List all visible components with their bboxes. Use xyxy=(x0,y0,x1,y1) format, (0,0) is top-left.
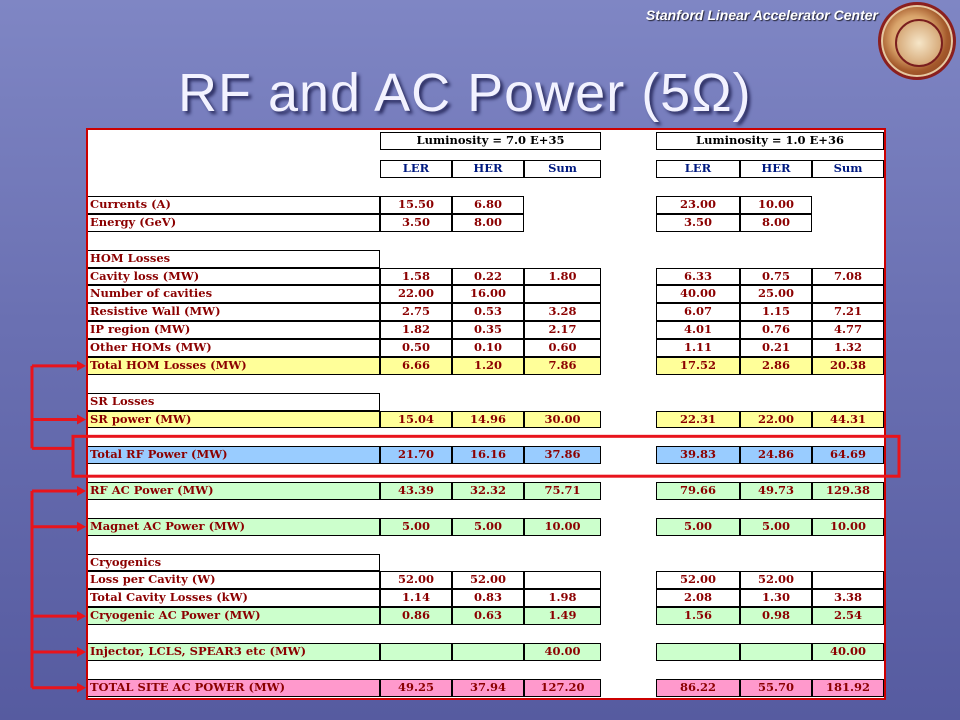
arrow-lower-3 xyxy=(77,647,86,657)
table-cell: 64.69 xyxy=(812,446,884,464)
table-row-label: Cryogenics xyxy=(86,554,380,572)
table-cell: 5.00 xyxy=(740,518,812,536)
table-cell: 2.54 xyxy=(812,607,884,625)
table-cell: 0.98 xyxy=(740,607,812,625)
column-header-her: HER xyxy=(740,160,812,178)
table-cell: 7.21 xyxy=(812,303,884,321)
table-row-label: Number of cavities xyxy=(86,285,380,303)
table-cell: 5.00 xyxy=(452,518,524,536)
table-cell: 7.08 xyxy=(812,268,884,286)
table-cell: 52.00 xyxy=(452,571,524,589)
table-cell: 0.76 xyxy=(740,321,812,339)
table-cell: 22.00 xyxy=(740,411,812,429)
table-cell: 0.22 xyxy=(452,268,524,286)
table-cell: 55.70 xyxy=(740,679,812,697)
table-cell: 6.07 xyxy=(656,303,740,321)
table-row-label: SR power (MW) xyxy=(86,411,380,429)
column-header-her: HER xyxy=(452,160,524,178)
table-cell: 1.98 xyxy=(524,589,601,607)
table-cell: 6.80 xyxy=(452,196,524,214)
table-cell: 15.04 xyxy=(380,411,452,429)
lab-name: Stanford Linear Accelerator Center xyxy=(645,7,878,23)
table-cell: 1.11 xyxy=(656,339,740,357)
table-cell: 0.75 xyxy=(740,268,812,286)
table-cell: 16.16 xyxy=(452,446,524,464)
table-cell: 79.66 xyxy=(656,482,740,500)
table-row-label: HOM Losses xyxy=(86,250,380,268)
table-row-label: Magnet AC Power (MW) xyxy=(86,518,380,536)
table-cell: 52.00 xyxy=(740,571,812,589)
table-row-label: Other HOMs (MW) xyxy=(86,339,380,357)
table-cell: 1.82 xyxy=(380,321,452,339)
table-cell: 15.50 xyxy=(380,196,452,214)
table-cell: 17.52 xyxy=(656,357,740,375)
table-cell: 0.35 xyxy=(452,321,524,339)
table-cell: 30.00 xyxy=(524,411,601,429)
table-cell: 10.00 xyxy=(524,518,601,536)
table-cell: 1.56 xyxy=(656,607,740,625)
table-row-label: Currents (A) xyxy=(86,196,380,214)
table-cell: 0.63 xyxy=(452,607,524,625)
table-cell: 4.01 xyxy=(656,321,740,339)
table-cell: 5.00 xyxy=(380,518,452,536)
arrow-hom xyxy=(77,361,86,371)
column-header-ler: LER xyxy=(380,160,452,178)
column-header-ler: LER xyxy=(656,160,740,178)
table-cell: 3.38 xyxy=(812,589,884,607)
table-cell: 0.60 xyxy=(524,339,601,357)
table-cell: 6.33 xyxy=(656,268,740,286)
table-cell: 0.50 xyxy=(380,339,452,357)
table-row-label: Loss per Cavity (W) xyxy=(86,571,380,589)
table-cell: 8.00 xyxy=(452,214,524,232)
table-cell: 20.38 xyxy=(812,357,884,375)
arrow-lower-0 xyxy=(77,486,86,496)
table-cell: 6.66 xyxy=(380,357,452,375)
table-cell: 2.08 xyxy=(656,589,740,607)
table-cell: 49.25 xyxy=(380,679,452,697)
table-cell: 1.80 xyxy=(524,268,601,286)
table-row-label: Total HOM Losses (MW) xyxy=(86,357,380,375)
table-cell: 10.00 xyxy=(740,196,812,214)
table-cell: 44.31 xyxy=(812,411,884,429)
table-cell: 129.38 xyxy=(812,482,884,500)
table-cell: 0.83 xyxy=(452,589,524,607)
table-row-label: IP region (MW) xyxy=(86,321,380,339)
table-cell: 0.86 xyxy=(380,607,452,625)
table-cell: 32.32 xyxy=(452,482,524,500)
table-cell: 37.94 xyxy=(452,679,524,697)
arrow-sr xyxy=(77,415,86,425)
table-cell: 1.14 xyxy=(380,589,452,607)
table-cell: 0.10 xyxy=(452,339,524,357)
table-cell: 22.31 xyxy=(656,411,740,429)
table-cell: 49.73 xyxy=(740,482,812,500)
table-cell: 86.22 xyxy=(656,679,740,697)
table-cell: 24.86 xyxy=(740,446,812,464)
table-cell: 7.86 xyxy=(524,357,601,375)
table-cell: 2.17 xyxy=(524,321,601,339)
table-cell: 25.00 xyxy=(740,285,812,303)
slide-title: RF and AC Power (5Ω) xyxy=(178,63,752,123)
table-row-label: Resistive Wall (MW) xyxy=(86,303,380,321)
table-cell: 1.49 xyxy=(524,607,601,625)
table-cell: 40.00 xyxy=(812,643,884,661)
luminosity-header-2: Luminosity = 1.0 E+36 xyxy=(656,132,884,150)
table-cell: 181.92 xyxy=(812,679,884,697)
table-cell: 37.86 xyxy=(524,446,601,464)
table-row-label: TOTAL SITE AC POWER (MW) xyxy=(86,679,380,697)
table-cell: 3.28 xyxy=(524,303,601,321)
table-cell: 52.00 xyxy=(656,571,740,589)
table-cell: 0.53 xyxy=(452,303,524,321)
total-rf-power-highlight xyxy=(73,436,899,476)
table-cell: 40.00 xyxy=(524,643,601,661)
table-cell: 1.20 xyxy=(452,357,524,375)
table-cell: 1.58 xyxy=(380,268,452,286)
table-cell: 2.75 xyxy=(380,303,452,321)
arrow-lower-2 xyxy=(77,611,86,621)
table-cell: 4.77 xyxy=(812,321,884,339)
column-header-sum: Sum xyxy=(524,160,601,178)
table-cell: 21.70 xyxy=(380,446,452,464)
table-cell: 0.21 xyxy=(740,339,812,357)
table-cell: 3.50 xyxy=(380,214,452,232)
table-cell: 14.96 xyxy=(452,411,524,429)
table-row-label: RF AC Power (MW) xyxy=(86,482,380,500)
table-cell: 43.39 xyxy=(380,482,452,500)
table-cell: 22.00 xyxy=(380,285,452,303)
table-cell: 127.20 xyxy=(524,679,601,697)
table-cell: 75.71 xyxy=(524,482,601,500)
column-header-sum: Sum xyxy=(812,160,884,178)
table-row-label: Cavity loss (MW) xyxy=(86,268,380,286)
table-cell: 1.15 xyxy=(740,303,812,321)
table-cell: 3.50 xyxy=(656,214,740,232)
table-cell: 5.00 xyxy=(656,518,740,536)
arrow-lower-1 xyxy=(77,522,86,532)
table-cell: 23.00 xyxy=(656,196,740,214)
table-cell: 52.00 xyxy=(380,571,452,589)
table-row-label: Total Cavity Losses (kW) xyxy=(86,589,380,607)
table-cell: 40.00 xyxy=(656,285,740,303)
table-row-label: Cryogenic AC Power (MW) xyxy=(86,607,380,625)
table-cell: 39.83 xyxy=(656,446,740,464)
table-row-label: Injector, LCLS, SPEAR3 etc (MW) xyxy=(86,643,380,661)
table-cell: 2.86 xyxy=(740,357,812,375)
table-cell: 10.00 xyxy=(812,518,884,536)
table-cell: 16.00 xyxy=(452,285,524,303)
table-cell: 1.30 xyxy=(740,589,812,607)
arrow-lower-4 xyxy=(77,683,86,693)
table-row-label: SR Losses xyxy=(86,393,380,411)
table-cell: 1.32 xyxy=(812,339,884,357)
table-row-label: Total RF Power (MW) xyxy=(86,446,380,464)
table-cell: 8.00 xyxy=(740,214,812,232)
table-row-label: Energy (GeV) xyxy=(86,214,380,232)
luminosity-header-1: Luminosity = 7.0 E+35 xyxy=(380,132,601,150)
